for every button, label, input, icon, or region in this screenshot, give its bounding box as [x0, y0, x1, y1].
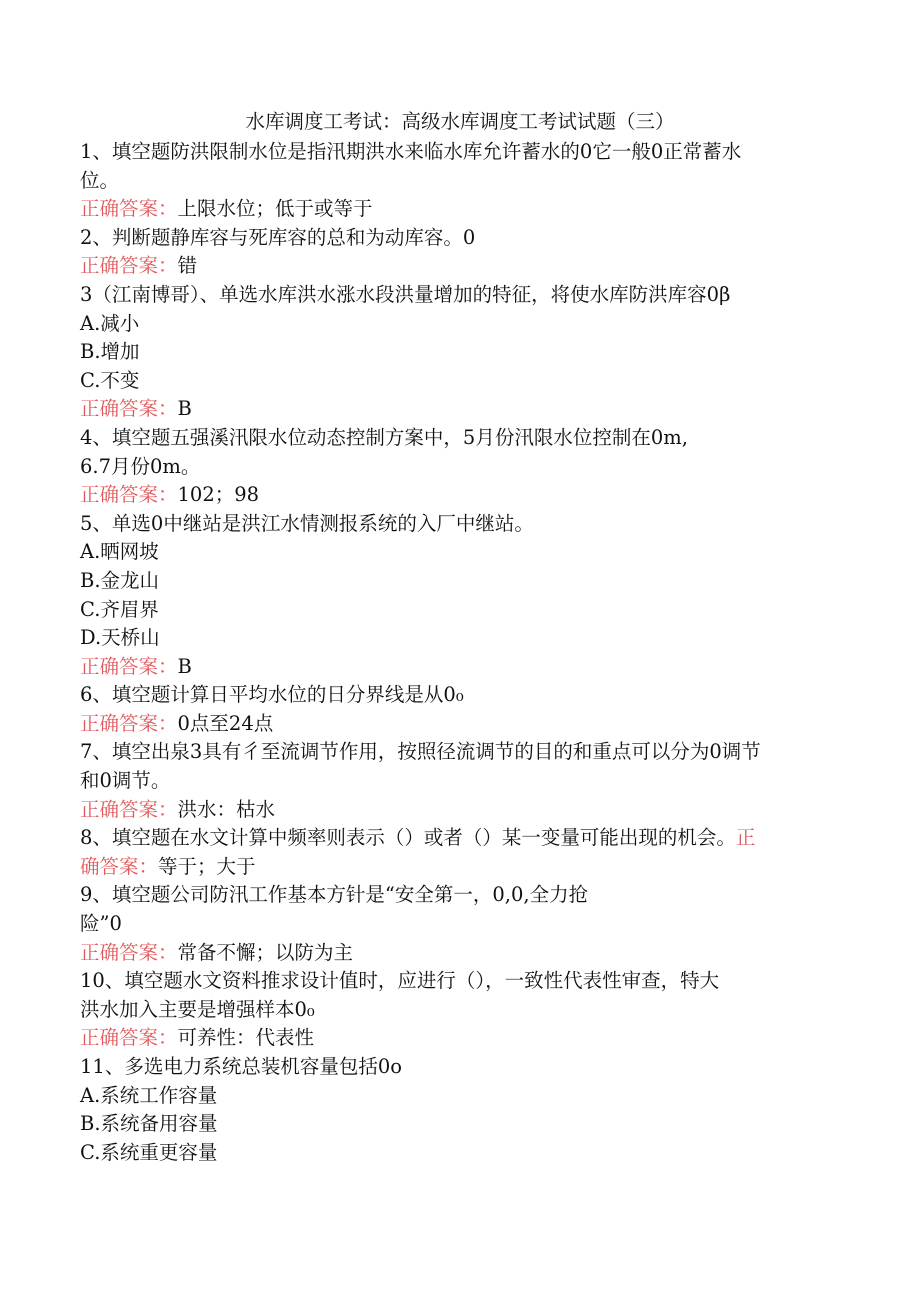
question-7-answer [80, 796, 832, 825]
question-4-answer [80, 481, 832, 510]
answer-label-start: 正 [735, 826, 756, 850]
answer-value: 等于；大于 [158, 854, 256, 878]
answer-value: 上限水位；低于或等于 [177, 197, 373, 221]
answer-label: 正确答案： [80, 711, 178, 735]
question-10-text: 10、填空题水文资料推求设计值时，应进行（），一致性代表性审查，特大 [80, 969, 720, 993]
question-3-text: 3（江南博哥）、单选水库洪水涨水段洪量增加的特征，将使水库防洪库容0β [80, 282, 731, 306]
answer-value: 102；98 [177, 483, 260, 507]
question-5-option-c: C.齐眉界 [80, 597, 159, 621]
question-10-answer [80, 1024, 832, 1053]
answer-label: 正确答案： [80, 654, 178, 678]
question-3-answer [80, 395, 832, 424]
question-7-text-cont: 和0调节。 [80, 769, 171, 793]
question-1-text-cont: 位。 [80, 168, 120, 192]
question-8-answer [80, 853, 832, 882]
question-9-answer [80, 939, 832, 968]
answer-value: 常备不懈；以防为主 [177, 940, 354, 964]
question-4-text: 4、填空题五强溪汛限水位动态控制方案中，5月份汛限水位控制在0m, [80, 425, 688, 449]
question-3-option-b: B.增加 [80, 340, 140, 364]
question-11-option-a: A.系统工作容量 [80, 1083, 218, 1107]
answer-value: 错 [177, 254, 198, 278]
question-8-text [80, 824, 832, 853]
answer-label: 正确答案： [80, 254, 178, 278]
answer-label: 正确答案： [80, 197, 178, 221]
answer-label-end: 确答案： [80, 854, 159, 878]
question-4-text-cont: 6.7月份0m。 [80, 454, 201, 478]
question-2-text: 2、判断题静库容与死库容的总和为动库容。0 [80, 225, 476, 249]
question-3-option-c: C.不变 [80, 368, 140, 392]
answer-value: B [177, 654, 192, 678]
answer-value: 可养性：代表性 [177, 1026, 315, 1050]
answer-label: 正确答案： [80, 1026, 178, 1050]
question-5-option-a: A.晒网坡 [80, 540, 159, 564]
question-9-text-cont: 险”0 [80, 912, 122, 936]
question-list [80, 138, 832, 1167]
question-5-text: 5、单选0中继站是洪江水情测报系统的入厂中继站。 [80, 511, 534, 535]
question-2-answer [80, 252, 832, 281]
question-11-text: 11、多选电力系统总装机容量包括0o [80, 1055, 402, 1078]
answer-label: 正确答案： [80, 397, 178, 421]
question-5-option-b: B.金龙山 [80, 568, 160, 592]
question-1-text: 1、填空题防洪限制水位是指汛期洪水来临水库允许蓄水的0它一般0正常蓄水 [80, 140, 742, 163]
question-11-option-b: B.系统备用容量 [80, 1112, 218, 1136]
question-5-answer [80, 653, 832, 682]
question-10-text-cont: 洪水加入主要是增强样本0₀ [80, 997, 315, 1021]
answer-value: 洪水：枯水 [177, 797, 276, 821]
answer-label: 正确答案： [80, 940, 178, 964]
question-8-body: 8、填空题在水文计算中频率则表示（）或者（）某一变量可能出现的机会。 [80, 826, 736, 850]
answer-value: 0点至24点 [177, 711, 274, 735]
answer-label: 正确答案： [80, 797, 178, 821]
question-11-option-c: C.系统重更容量 [80, 1140, 218, 1164]
question-9-text: 9、填空题公司防汛工作基本方针是“安全第一，0,0,全力抢 [80, 883, 589, 907]
question-1-answer [80, 195, 832, 224]
answer-label: 正确答案： [80, 483, 178, 507]
document-title: 水库调度工考试：高级水库调度工考试试题（三） [245, 110, 675, 133]
question-3-option-a: A.减小 [80, 311, 140, 335]
question-6-answer [80, 710, 832, 739]
question-7-text: 7、填空出泉3具有彳至流调节作用，按照径流调节的目的和重点可以分为0调节 [80, 740, 761, 764]
question-5-option-d: D.天桥山 [80, 626, 160, 650]
question-6-text: 6、填空题计算日平均水位的日分界线是从0₀ [80, 683, 464, 707]
answer-value: B [177, 397, 192, 421]
